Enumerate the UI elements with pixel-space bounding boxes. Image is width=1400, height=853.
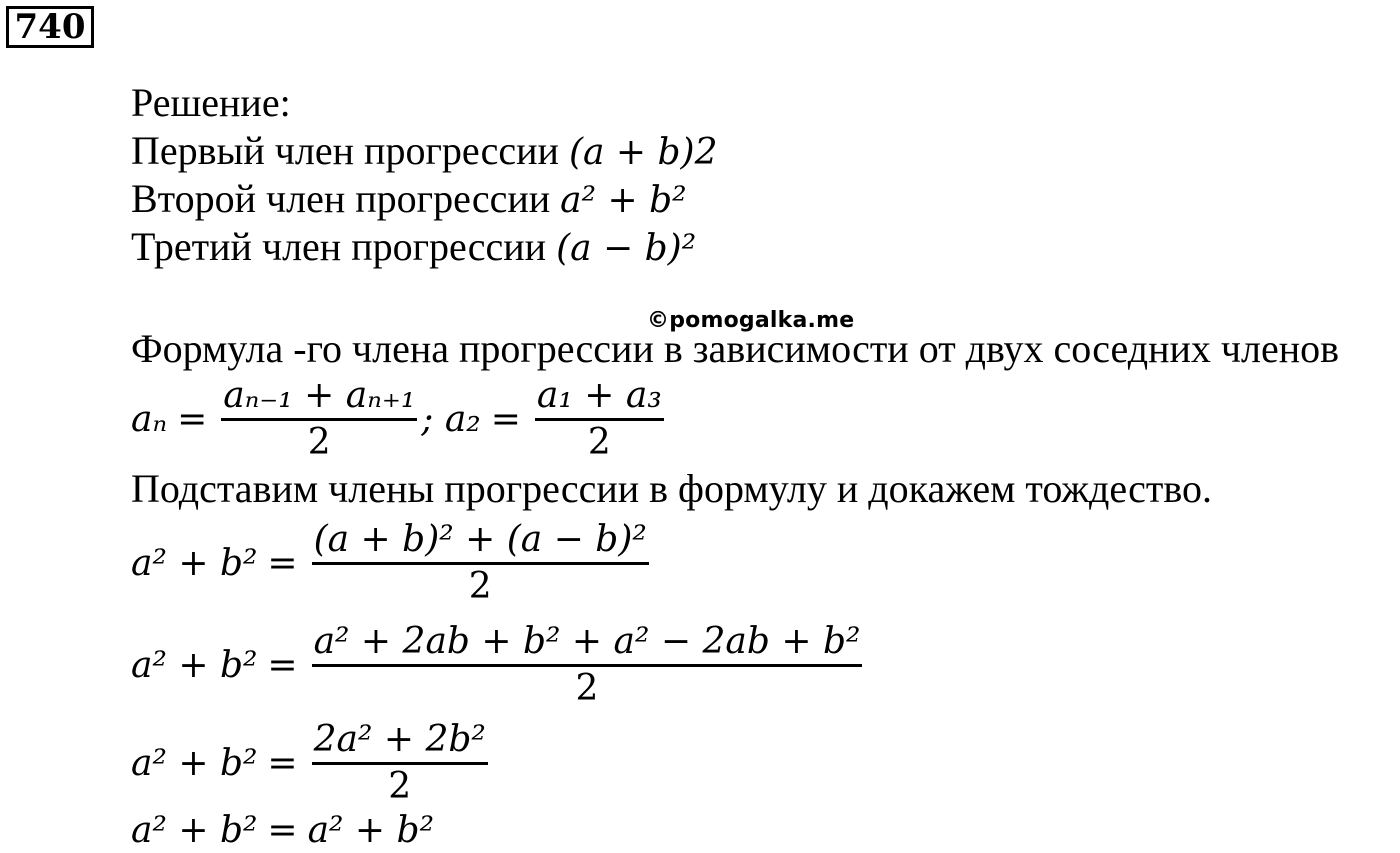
equals-sign: =: [490, 398, 521, 440]
problem-number-badge: 740: [6, 6, 94, 48]
final-equation: [131, 810, 434, 851]
formula2-fraction: [535, 374, 664, 465]
substitute-label: Подставим члены прогрессии в формулу и докажем тождество.: [131, 466, 1212, 511]
step3-equation: [131, 718, 492, 809]
final-lhs: a² + b²: [131, 810, 258, 851]
step1-equation: [131, 518, 653, 609]
first-term-label: Первый член прогрессии: [131, 128, 559, 173]
fraction-numerator: 2a² + 2b²: [313, 719, 486, 760]
first-term-line: [131, 128, 718, 176]
equals-sign: =: [267, 644, 298, 686]
step2-fraction: [312, 620, 863, 711]
second-term-expr: a² + b²: [560, 180, 687, 221]
formula-fraction: [221, 374, 417, 465]
watermark: ©pomogalka.me: [647, 308, 855, 333]
fraction-denominator: 2: [587, 421, 611, 463]
fraction-denominator: 2: [307, 421, 331, 463]
equals-sign: =: [267, 742, 298, 784]
equals-sign: =: [267, 542, 298, 584]
fraction-numerator: (a + b)² + (a − b)²: [313, 519, 647, 560]
step1-fraction: [312, 518, 649, 609]
equals-sign: =: [267, 810, 298, 851]
solution-label: Решение:: [131, 80, 291, 125]
fraction-denominator: 2: [388, 765, 412, 807]
step2-lhs: a² + b²: [131, 644, 258, 686]
step3-lhs: a² + b²: [131, 742, 258, 784]
fraction-numerator: a² + 2ab + b² + a² − 2ab + b²: [313, 621, 861, 662]
third-term-expr: (a − b)²: [556, 228, 697, 269]
formula-equation: [131, 374, 668, 465]
first-term-expr: (a + b)2: [568, 132, 718, 173]
fraction-denominator: 2: [468, 565, 492, 607]
second-term-line: [131, 176, 687, 224]
fraction-numerator: a₁ + a₃: [536, 375, 662, 416]
formula-label: Формула -го члена прогрессии в зависимости от двух соседних членов: [131, 326, 1340, 371]
step2-equation: [131, 620, 866, 711]
final-rhs: a² + b²: [307, 810, 435, 851]
second-term-label: Второй член прогрессии: [131, 176, 551, 221]
formula2-lhs: ; a₂: [421, 398, 481, 440]
formula-lhs: aₙ: [131, 398, 168, 440]
step1-lhs: a² + b²: [131, 542, 258, 584]
third-term-label: Третий член прогрессии: [131, 224, 547, 269]
fraction-numerator: aₙ₋₁ + aₙ₊₁: [223, 375, 416, 416]
third-term-line: [131, 224, 696, 272]
step3-fraction: [312, 718, 488, 809]
equals-sign: =: [177, 398, 208, 440]
fraction-denominator: 2: [575, 667, 599, 709]
